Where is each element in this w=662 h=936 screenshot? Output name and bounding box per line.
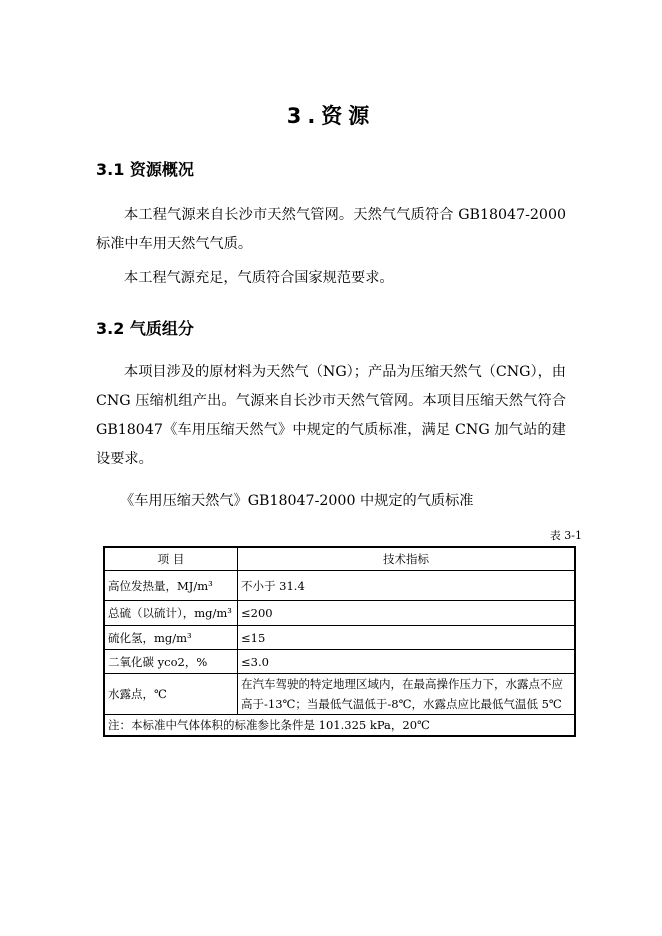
section-3-1-paragraph-1: 本工程气源来自长沙市天然气管网。天然气气质符合 GB18047-2000 标准中车用天然气气质。 [96,207,566,252]
section-heading-3-2: 3.2 气质组分 [96,319,194,338]
table-header-row [104,547,575,571]
table-header-item: 项 目 [104,547,238,571]
table-cell-value: 在汽车驾驶的特定地理区域内，在最高操作压力下，水露点不应高于-13℃；当最低气温低于-8℃，水露点应比最低气温低 5℃ [238,674,576,715]
table-cell-item: 硫化氢，mg/m³ [104,626,238,650]
table-row [104,650,575,674]
table-row [104,626,575,650]
table-cell-item: 高位发热量，MJ/m³ [104,571,238,601]
table-row [104,674,575,715]
table-row [104,601,575,626]
table-header-spec: 技术指标 [238,547,576,571]
table-cell-item: 总硫（以硫计），mg/m³ [104,601,238,626]
table-caption: 《车用压缩天然气》GB18047-2000 中规定的气质标准 [120,493,474,509]
section-3-2-paragraph-1: 本项目涉及的原材料为天然气（NG）；产品为压缩天然气（CNG），由 CNG 压缩机组产出。气源来自长沙市天然气管网。本项目压缩天然气符合 GB18047《车用压缩天然气》中规定的气质标准，满足 CNG 加气站的建设要求。 [96,364,566,467]
table-cell-value: ≤3.0 [238,650,576,674]
table-row [104,571,575,601]
section-3-1-paragraph-2: 本工程气源充足，气质符合国家规范要求。 [124,270,394,286]
page-title: 3.资源 [286,104,376,128]
section-heading-3-1: 3.1 资源概况 [96,160,194,179]
table-cell-value: ≤15 [238,626,576,650]
table-note-row [104,715,575,736]
table-cell-item: 水露点，℃ [104,674,238,715]
table-cell-value: 不小于 31.4 [238,571,576,601]
table-number: 表 3-1 [549,529,582,542]
table-note: 注：本标准中气体体积的标准参比条件是 101.325 kPa，20℃ [104,715,575,736]
table-cell-item: 二氧化碳 yco2，% [104,650,238,674]
gas-quality-table [103,546,576,737]
table-cell-value: ≤200 [238,601,576,626]
